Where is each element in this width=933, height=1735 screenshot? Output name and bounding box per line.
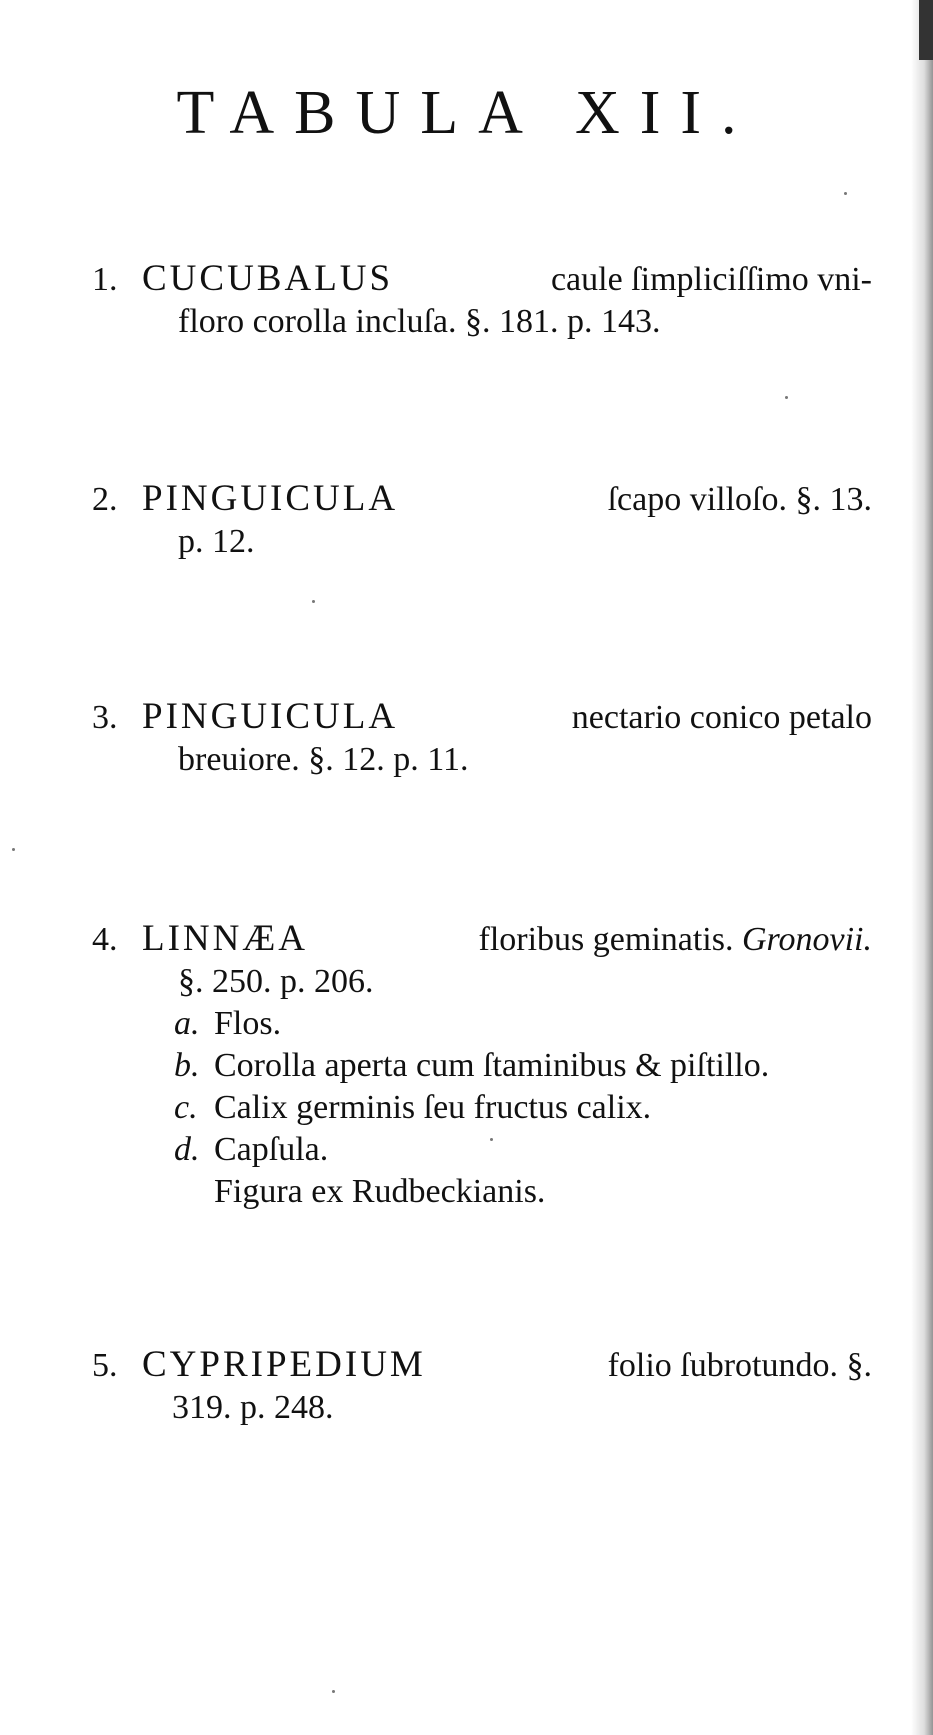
part-letter: b.: [174, 1047, 200, 1084]
part-letter: c.: [174, 1089, 198, 1126]
entry-3-line-1: [92, 696, 872, 739]
entry-5: [92, 1344, 872, 1429]
entry-number: 3.: [92, 699, 118, 736]
part-letter: d.: [174, 1131, 200, 1168]
part-d: [92, 1129, 872, 1171]
scan-speck: [332, 1690, 335, 1693]
scan-speck: [785, 396, 788, 399]
genus-name: LINNÆA: [142, 918, 308, 959]
entry-1-line-1: [92, 258, 872, 301]
scan-speck: [844, 192, 847, 195]
entry-number: 2.: [92, 481, 118, 518]
entry-4-line-1: [92, 918, 872, 961]
scan-speck: [490, 1138, 493, 1141]
genus-name: CYPRIPEDIUM: [142, 1344, 426, 1385]
entry-number: 1.: [92, 261, 118, 298]
entry-3: [92, 696, 872, 781]
description: nectario conico petalo: [571, 699, 872, 736]
part-a: [92, 1003, 872, 1045]
author-name: Gronovii.: [741, 921, 872, 958]
entry-5-line-2: 319. p. 248.: [172, 1389, 334, 1426]
page-edge-shadow: [911, 0, 933, 1735]
part-b: [92, 1045, 872, 1087]
page-edge-dark-corner: [919, 0, 933, 60]
description: ſcapo villoſo. §. 13.: [607, 481, 872, 518]
entry-4-line-2: §. 250. p. 206.: [178, 963, 374, 1000]
entry-2-line-2: p. 12.: [178, 523, 255, 560]
part-letter: a.: [174, 1005, 200, 1042]
part-text: Flos.: [214, 1005, 282, 1042]
entry-2: [92, 478, 872, 563]
scan-speck: [12, 848, 15, 851]
scan-speck: [312, 600, 315, 603]
entry-1-line-2: floro corolla incluſa. §. 181. p. 143.: [178, 303, 661, 340]
genus-name: PINGUICULA: [142, 478, 399, 519]
entry-2-line-1: [92, 478, 872, 521]
genus-name: PINGUICULA: [142, 696, 399, 737]
figure-note: Figura ex Rudbeckianis.: [214, 1173, 546, 1210]
part-c: [92, 1087, 872, 1129]
entry-3-line-2: breuiore. §. 12. p. 11.: [178, 741, 469, 778]
description: floribus geminatis.: [478, 921, 734, 958]
entry-4: [92, 918, 872, 1213]
entry-number: 5.: [92, 1347, 118, 1384]
part-text: Capſula.: [214, 1131, 329, 1168]
part-text: Calix germinis ſeu fructus calix.: [214, 1089, 652, 1126]
entry-5-line-1: [92, 1344, 872, 1387]
description: caule ſimpliciſſimo vni-: [550, 261, 872, 298]
genus-name: CUCUBALUS: [142, 258, 394, 299]
description: folio ſubrotundo. §.: [607, 1347, 872, 1384]
page-title: TABULA XII.: [176, 79, 757, 147]
entry-1: [92, 258, 872, 343]
entry-number: 4.: [92, 921, 118, 958]
part-text: Corolla aperta cum ſtaminibus & piſtillo.: [214, 1047, 770, 1084]
